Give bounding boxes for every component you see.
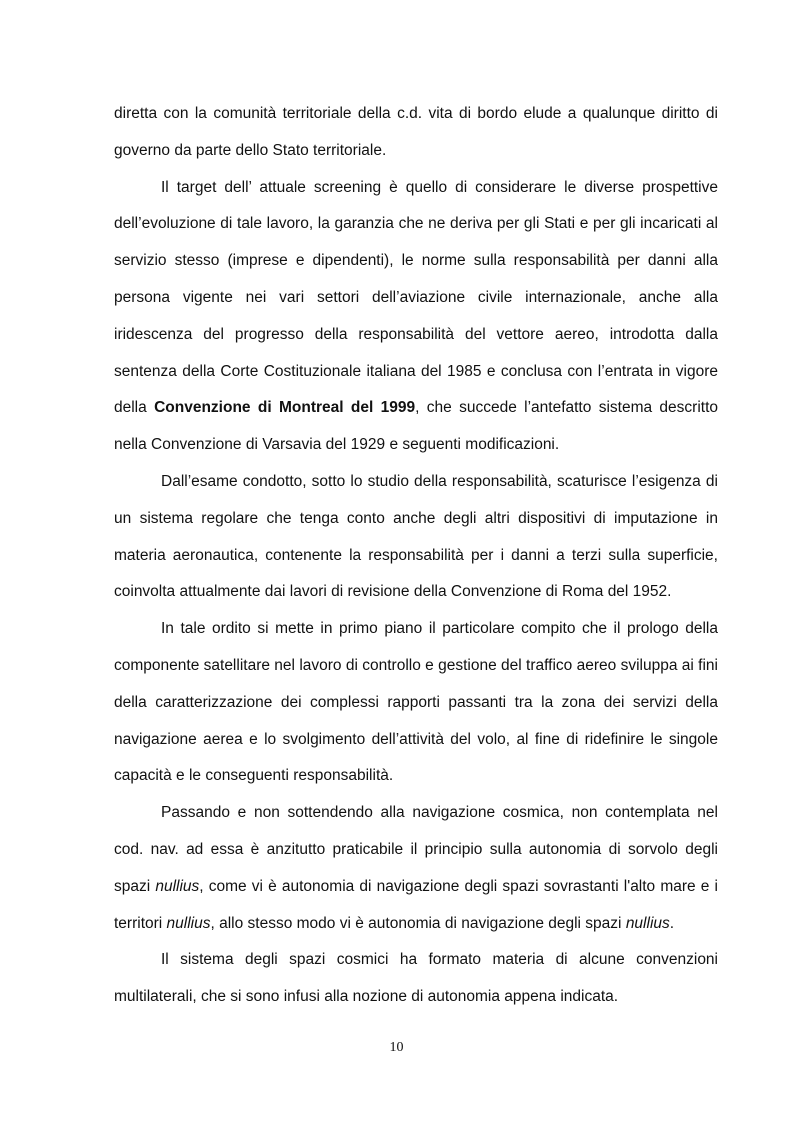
paragraph-target-screening: Il target dell’ attuale screening è quello di considerare le diverse prospettive dell’evoluzione di tale lavoro, la garanzia che ne deriva per gli Stati e per gli incaricati al servizio stesso (imprese e dipendenti), le norme sulla responsabilità per danni alla persona vigente nei vari settori dell’aviazione civile internazionale, anche alla iridescenza del progresso della responsabilità del vettore aereo, introdotta dalla sentenza della Corte Costituzionale italiana del 1985 e conclusa con l’entrata in vigore della Convenzione di Montreal del 1999, che succede l’antefatto sistema descritto nella Convenzione di Varsavia del 1929 e seguenti modificazioni. — [114, 178, 719, 454]
convention-montreal-bold: Convenzione di Montreal del 1999 — [154, 399, 416, 417]
body-text — [114, 96, 718, 1016]
paragraph-spazi-cosmici: Il sistema degli spazi cosmici ha formato materia di alcune convenzioni multilaterali, che si sono infusi alla nozione di autonomia appena indicata. — [114, 951, 718, 1006]
paragraph-continuation: diretta con la comunità territoriale della c.d. vita di bordo elude a qualunque diritto di governo da parte dello Stato territoriale. — [114, 105, 718, 159]
paragraph-navigazione-cosmica: Passando e non sottendendo alla navigazione cosmica, non contemplata nel cod. nav. ad essa è anzitutto praticabile il principio sulla autonomia di sorvolo degli spazi nullius, come vi è autonomia di navigazione degli spazi sovrastanti l'alto mare e i territori nullius, allo stesso modo vi è autonomia di navigazione degli spazi nullius. — [114, 804, 718, 932]
page-number: 10 — [389, 1040, 404, 1055]
nullius-italic: nullius — [155, 877, 200, 895]
nullius-italic: nullius — [166, 914, 211, 932]
paragraph-esame-condotto: Dall’esame condotto, sotto lo studio della responsabilità, scaturisce l’esigenza di un sistema regolare che tenga conto anche degli altri dispositivi di imputazione in materia aeronautica, contenente la responsabilità per i danni a terzi sulla superficie, coinvolta attualmente dai lavori di revisione della Convenzione di Roma del 1952. — [114, 472, 718, 601]
nullius-italic: nullius — [625, 914, 670, 932]
paragraph-ordito: In tale ordito si mette in primo piano il particolare compito che il prologo della componente satellitare nel lavoro di controllo e gestione del traffico aereo sviluppa ai fini della caratterizzazione dei complessi rapporti passanti tra la zona dei servizi della navigazione aerea e lo svolgimento dell’attività del volo, al fine di ridefinire le singole capacità e le conseguenti responsabilità. — [114, 620, 718, 785]
